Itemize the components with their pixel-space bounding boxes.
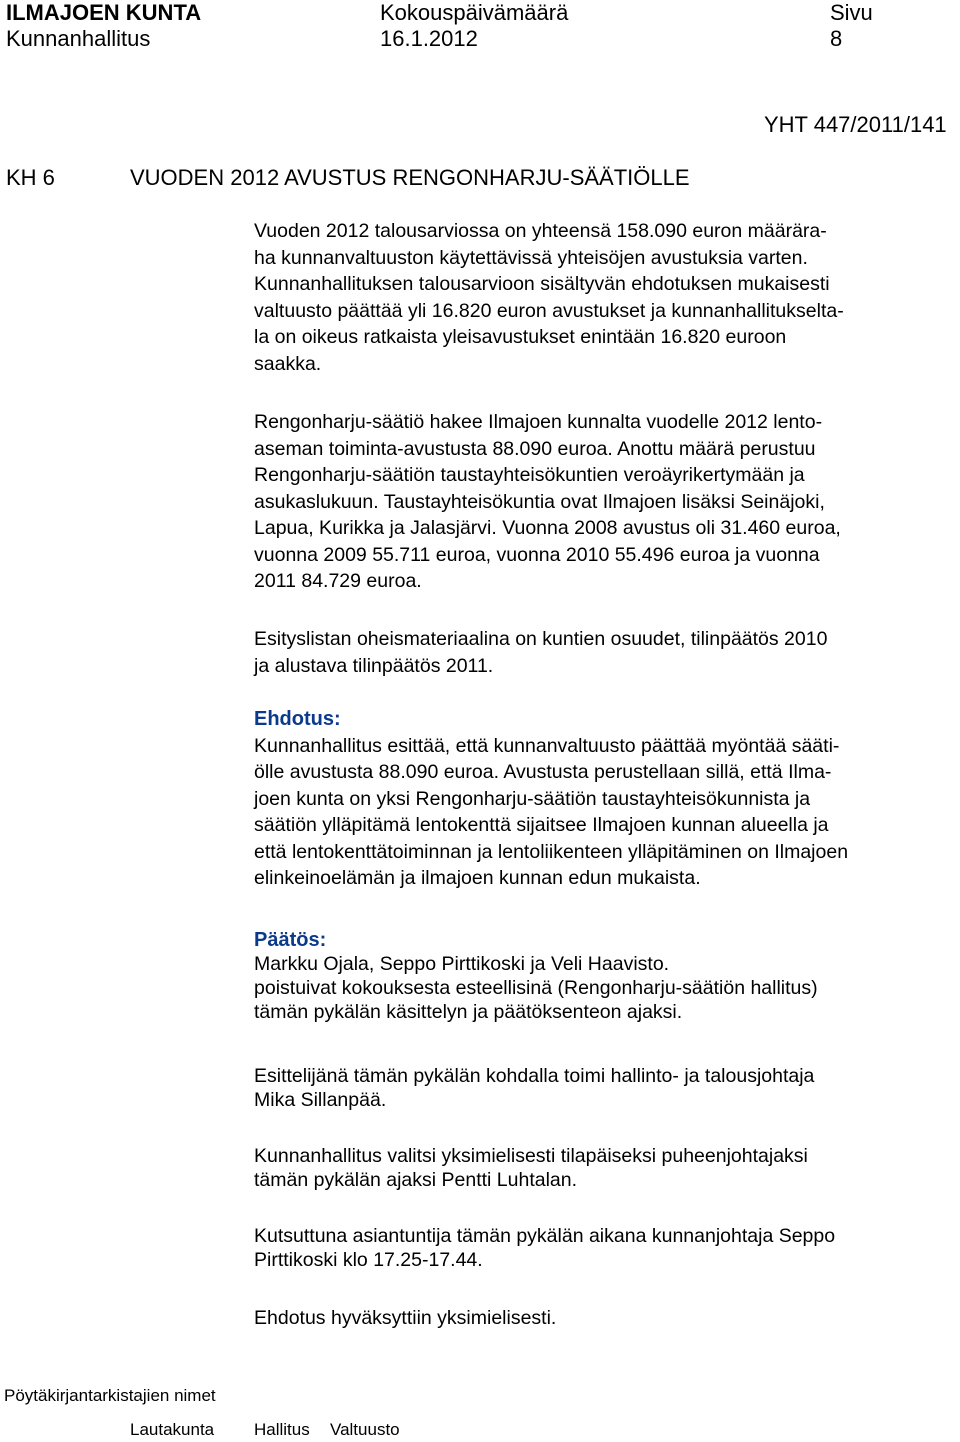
body-name: Kunnanhallitus (6, 26, 151, 51)
org-name: ILMAJOEN KUNTA (6, 0, 202, 25)
section-number: KH 6 (6, 165, 55, 190)
text-line: tämän pykälän ajaksi Pentti Luhtalan. (254, 1169, 578, 1191)
text-line: 2011 84.729 euroa. (254, 570, 422, 592)
text-line: Rengonharju-säätiö hakee Ilmajoen kunnalta vuodelle 2012 lento- (254, 411, 823, 433)
text-line: että lentokenttätoiminnan ja lentoliikenteen ylläpitäminen on Ilmajoen (254, 840, 849, 863)
text-line: aseman toiminta-avustusta 88.090 euroa. Anottu määrä perustuu (254, 437, 816, 460)
paragraph-application (254, 409, 954, 595)
text-line: valtuusto päättää yli 16.820 euron avustukset ja kunnanhallitukselta- (254, 299, 844, 322)
proposal-section (254, 706, 954, 892)
footer-label-lautakunta: Lautakunta (130, 1420, 215, 1439)
text-line: Kutsuttuna asiantuntija tämän pykälän aikana kunnanjohtaja Seppo (254, 1225, 836, 1247)
signers-label: Pöytäkirjantarkistajien nimet (4, 1386, 216, 1405)
text-line: ja alustava tilinpäätös 2011. (254, 654, 494, 677)
decision-section (254, 928, 954, 1024)
text-line: Esityslistan oheismateriaalina on kuntien osuudet, tilinpäätös 2010 (254, 628, 828, 650)
text-line: poistuivat kokouksesta esteellisinä (Rengonharju-säätiön hallitus) (254, 977, 818, 999)
paragraph-attachments (254, 626, 954, 679)
decision-chair (254, 1144, 954, 1192)
meeting-date-label: Kokouspäivämäärä (380, 0, 569, 25)
text-line: Vuoden 2012 talousarviossa on yhteensä 158.090 euron määrära- (254, 220, 827, 242)
text-line: ha kunnanvaltuuston käytettävissä yhteisöjen avustuksia varten. (254, 246, 808, 269)
text-line: asukaslukuun. Taustayhteisökuntia ovat Ilmajoen lisäksi Seinäjoki, (254, 490, 825, 513)
text-line: Ehdotus hyväksyttiin yksimielisesti. (254, 1307, 557, 1329)
decision-presenter (254, 1064, 954, 1112)
reference-number: YHT 447/2011/141 (764, 112, 947, 137)
text-line: Pirttikoski klo 17.25-17.44. (254, 1249, 483, 1271)
text-line: saakka. (254, 352, 322, 375)
footer-label-valtuusto: Valtuusto (330, 1420, 400, 1439)
footer-label-hallitus: Hallitus (254, 1420, 310, 1439)
page-number: 8 (830, 26, 843, 51)
text-line: Markku Ojala, Seppo Pirttikoski ja Veli Haavisto. (254, 953, 670, 975)
paragraph-budget (254, 218, 954, 377)
text-line: Kunnanhallituksen talousarvioon sisältyvän ehdotuksen mukaisesti (254, 273, 830, 295)
text-line: Mika Sillanpää. (254, 1089, 387, 1111)
text-line: la on oikeus ratkaista yleisavustukset enintään 16.820 euroon (254, 326, 787, 348)
proposal-heading: Ehdotus: (254, 708, 341, 730)
section-title: VUODEN 2012 AVUSTUS RENGONHARJU-SÄÄTIÖLLE (130, 165, 690, 190)
text-line: Kunnanhallitus valitsi yksimielisesti tilapäiseksi puheenjohtajaksi (254, 1145, 808, 1167)
meeting-date: 16.1.2012 (380, 26, 478, 51)
text-line: Rengonharju-säätiön taustayhteisökuntien veroäyrikertymään ja (254, 464, 805, 486)
decision-heading: Päätös: (254, 929, 327, 951)
decision-expert (254, 1224, 954, 1272)
text-line: ölle avustusta 88.090 euroa. Avustusta perustellaan sillä, että Ilma- (254, 761, 832, 783)
text-line: Kunnanhallitus esittää, että kunnanvaltuusto päättää myöntää sääti- (254, 734, 840, 757)
text-line: Lapua, Kurikka ja Jalasjärvi. Vuonna 2008 avustus oli 31.460 euroa, (254, 517, 841, 539)
decision-approved (254, 1306, 954, 1330)
page-label: Sivu (830, 0, 873, 25)
text-line: säätiön ylläpitämä lentokenttä sijaitsee Ilmajoen kunnan alueella ja (254, 814, 829, 836)
text-line: tämän pykälän käsittelyn ja päätöksenteon ajaksi. (254, 1001, 683, 1023)
text-line: elinkeinoelämän ja ilmajoen kunnan edun mukaista. (254, 867, 701, 889)
text-line: vuonna 2009 55.711 euroa, vuonna 2010 55.496 euroa ja vuonna (254, 543, 820, 566)
text-line: Esittelijänä tämän pykälän kohdalla toimi hallinto- ja talousjohtaja (254, 1065, 815, 1087)
text-line: joen kunta on yksi Rengonharju-säätiön taustayhteisökunnista ja (254, 787, 811, 810)
